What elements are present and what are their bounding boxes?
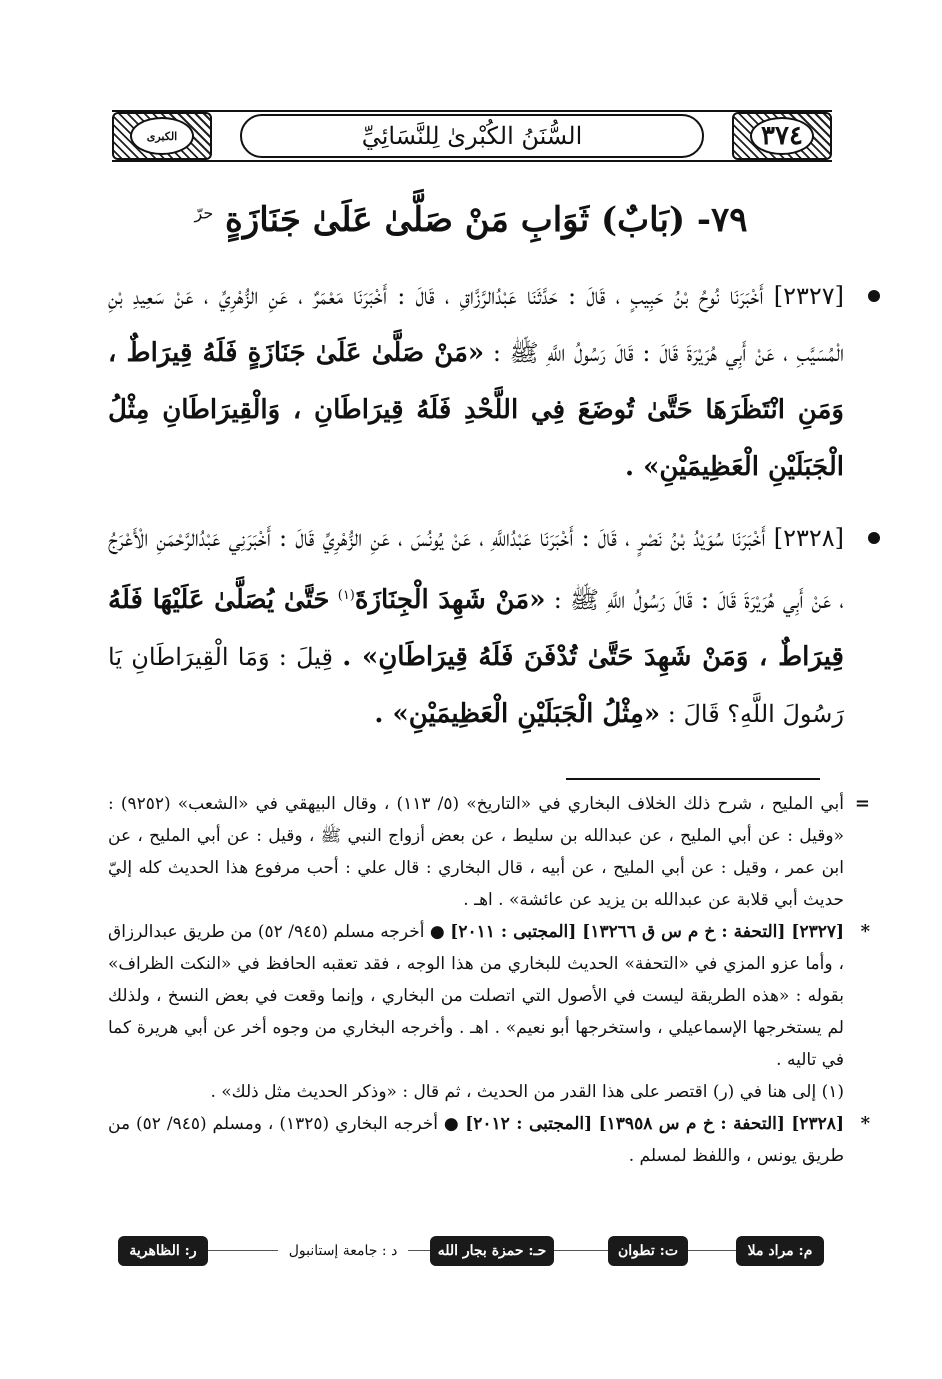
- tag-tetouan: ت: تطوان: [608, 1236, 688, 1266]
- header-top-rule: [112, 110, 832, 112]
- footnote-takhrij-2327: [108, 916, 870, 1076]
- footnote-reference[interactable]: (١): [337, 588, 355, 603]
- footnote-reference-lead: [٢٣٢٨] [التحفة : خ م س ١٣٩٥٨] [المجتبى : ٢٠١٢]: [465, 1114, 844, 1134]
- running-title-box: [240, 114, 704, 158]
- hadith-tail-matn: «مِثْلُ الْجَبَلَيْنِ الْعَظِيمَيْنِ» .: [374, 699, 661, 729]
- continuation-mark: =: [854, 793, 870, 814]
- hadith-matn-part-a: «مَنْ شَهِدَ الْجِنَازَةَ: [354, 585, 546, 615]
- footnotes: [108, 788, 870, 1172]
- hadith-matn-part-b: حَتَّىٰ يُصَلَّىٰ عَلَيْهَا فَلَهُ قِيرَاطٌ ، وَمَنْ شَهِدَ حَتَّىٰ تُدْفَنَ فَلَهُ قِيرَاطَانِ» .: [108, 585, 844, 672]
- asterisk-mark: *: [860, 921, 870, 942]
- footnote-takhrij-2328: [108, 1108, 870, 1172]
- hadith-2328: [108, 510, 844, 743]
- header-bottom-rule: [112, 160, 832, 162]
- running-title: السُّنَنُ الكُبْرىٰ لِلنَّسَائِيِّ: [361, 122, 583, 150]
- hadith-tail: قِيلَ : وَمَا الْقِيرَاطَانِ يَا رَسُولَ اللَّهِ؟ قَالَ :: [108, 643, 844, 728]
- tag-murad-mulla: م: مراد ملا: [736, 1236, 824, 1266]
- footnote-reference-lead: [٢٣٢٧] [التحفة : خ م س ق ١٣٢٦٦] [المجتبى : ٢٠١١]: [450, 922, 845, 942]
- chapter-title: [0, 200, 942, 240]
- hadith-matn: «مَنْ صَلَّىٰ عَلَىٰ جَنَازَةٍ فَلَهُ قِيرَاطٌ ، وَمَنِ انْتَظَرَهَا حَتَّىٰ تُوضَعَ فِي اللَّحْدِ فَلَهُ قِيرَاطَانِ ، وَالْقِيرَاطَانِ مِثْلُ الْجَبَلَيْنِ الْعَظِيمَيْنِ» .: [108, 338, 844, 482]
- chapter-title-text: ٧٩- (بَابٌ) ثَوَابِ مَنْ صَلَّىٰ عَلَىٰ جَنَازَةٍ: [225, 200, 748, 240]
- page-number: ٣٧٤: [761, 121, 803, 151]
- tag-zahiriyya: ر: الظاهرية: [118, 1236, 208, 1266]
- footnote-continuation: [108, 788, 870, 916]
- asterisk-mark: *: [860, 1113, 870, 1134]
- page-number-ornament: [732, 112, 832, 160]
- page-number-medal: [750, 117, 814, 155]
- footnote-text: أبي المليح ، شرح ذلك الخلاف البخاري في «التاريخ» (٥/ ١١٣) ، وقال البيهقي في «الشعب» (٩٢٥٢) : «وقيل : عن أبي المليح ، عن عبدالله بن سليط ، عن بعض أزواج النبي ﷺ ، وقيل : عن أبي المليح ، عن ابن عمر ، وقيل : عن أبي المليح ، عن أبيه ، قال البخاري : قال علي : أحب مرفوع هذا الحديث كله إليّ حديث أبي قلابة عن عبدالله بن يزيد عن عائشة» . اهـ .: [108, 794, 844, 910]
- tag-hamza-bijar-allah: حـ: حمزة بجار الله: [430, 1236, 554, 1266]
- book-emblem-ornament: [112, 112, 212, 160]
- bullet-icon: [868, 532, 880, 544]
- hadith-number: [٢٣٢٨]: [773, 524, 845, 552]
- footnote-separator: [566, 778, 820, 780]
- page-header: [112, 110, 832, 162]
- chapter-manuscript-marker: حرّ: [194, 203, 214, 223]
- footnote-text: ● أخرجه البخاري (١٣٢٥) ، ومسلم (٩٤٥/ ٥٢) من طريق يونس ، واللفظ لمسلم .: [108, 1114, 844, 1166]
- manuscript-legend: [118, 1236, 824, 1272]
- hadith-isnad: أَخْبَرَنَا سُوَيْدُ بْنُ نَصْرٍ ، قَالَ : أَخْبَرَنَا عَبْدُاللَّهِ ، عَنْ يُونُسَ ، عَنِ الزُّهْرِيِّ قَالَ : أَخْبَرَنِي عَبْدُالرَّحْمَنِ الْأَعْرَجُ ، عَنْ أَبِي هُرَيْرَةَ قَالَ : قَالَ رَسُولُ اللَّهِ ﷺ :: [108, 524, 845, 614]
- footnote-1: [108, 1076, 844, 1108]
- footnote-text: (١) إلى هنا في (ر) اقتصر على هذا القدر من الحديث ، ثم قال : «وذكر الحديث مثل ذلك» .: [210, 1082, 844, 1102]
- hadith-isnad: أَخْبَرَنَا نُوحُ بْنُ حَبِيبٍ ، قَالَ : حَدَّثَنَا عَبْدُالرَّزَّاقِ ، قَالَ : أَخْبَرَنَا مَعْمَرٌ ، عَنِ الزُّهْرِيِّ ، عَنْ سَعِيدِ بْنِ الْمُسَيَّبِ ، عَنْ أَبِي هُرَيْرَةَ قَالَ : قَالَ رَسُولُ اللَّهِ ﷺ :: [108, 282, 844, 367]
- hadith-number: [٢٣٢٧]: [773, 282, 844, 310]
- hadith-2327: [108, 268, 844, 496]
- footnote-text: ● أخرجه مسلم (٩٤٥/ ٥٢) من طريق عبدالرزاق ، وأما عزو المزي في «التحفة» الحديث للبخاري من هذا الوجه ، فقد تعقبه الحافظ في «النكت الظراف» بقوله : «هذه الطريقة ليست في الأصول التي اتصلت من البخاري ، وإنما وقعت في بعض النسخ ، ولذلك لم يستخرجها الإسماعيلي ، واستخرجها أبو نعيم» . اهـ . وأخرجه البخاري من وجوه أخر عن أبي هريرة كما في تاليه .: [108, 922, 844, 1070]
- book-emblem-medal: الكبرى: [130, 117, 194, 155]
- tag-istanbul-university: د : جامعة إستانبول: [278, 1236, 408, 1266]
- bullet-icon: [868, 290, 880, 302]
